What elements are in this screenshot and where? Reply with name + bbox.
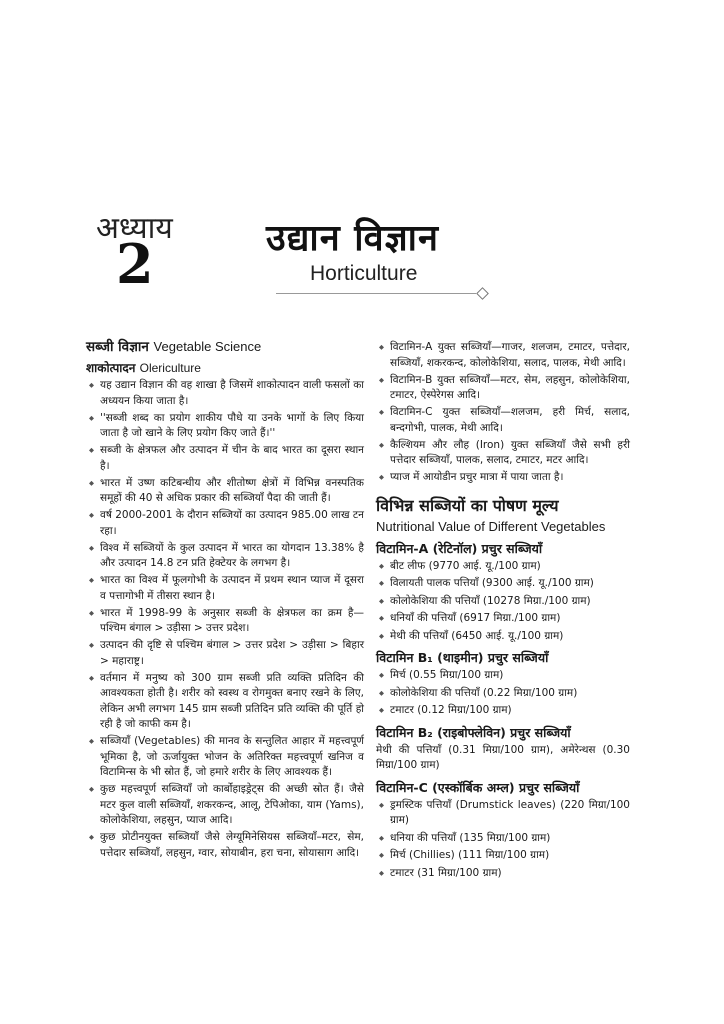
bullet-item: ◆ विटामिन-C युक्त सब्जियाँ—शलजम, हरी मिर्च, सलाद, बन्दगोभी, पालक, मेथी आदि। [376,405,630,436]
bullet-item: ◆ सब्जी के क्षेत्रफल और उत्पादन में चीन के बाद भारत का दूसरा स्थान है। [86,443,364,474]
vitamin-a-heading: विटामिन-A (रेटिनॉल) प्रचुर सब्जियाँ [376,540,543,556]
list-item: ◆ कोलोकेशिया की पत्तियाँ (0.22 मिग्रा/100 ग्राम) [376,686,630,702]
bullet-item: ◆ भारत का विश्व में फूलगोभी के उत्पादन में प्रथम स्थान प्याज में दूसरा व पत्तागोभी में तीसरा स्थान है। [86,573,364,604]
bullet-item: ◆ प्याज में आयोडीन प्रचुर मात्रा में पाया जाता है। [376,470,630,486]
bullet-item: ◆ वर्तमान में मनुष्य को 300 ग्राम सब्जी प्रति व्यक्ति प्रतिदिन की आवश्यकता होती है। शरीर को स्वस्थ व रोगमुक्त बनाए रखने के लिए, लेकिन अभी लगभग 145 ग्राम सब्जी प्रतिदिन प्रति व्यक्ति की पूर्ति हो रही है जो काफी कम है। [86,671,364,733]
bullet-item: ◆ विटामिन-B युक्त सब्जियाँ—मटर, सेम, लहसुन, कोलोकेशिया, टमाटर, ऐस्पेरेगस आदि। [376,373,630,404]
diamond-ornament-icon [476,287,489,300]
section-heading-english: Vegetable Science [153,339,262,354]
vitamin-a-list [376,559,630,645]
subsection-heading-english: Olericulture [139,361,201,375]
list-item: ◆ धनियाँ की पत्तियाँ (6917 मिग्रा./100 ग्राम) [376,611,630,627]
bullet-item: ◆ भारत में उष्ण कटिबन्धीय और शीतोष्ण क्षेत्रों में विभिन्न वनस्पतिक समूहों की 40 से अधिक प्रकार की सब्जियाँ पैदा की जाती हैं। [86,476,364,507]
list-item: ◆ ड्रमस्टिक पत्तियाँ (Drumstick leaves) (220 मिग्रा/100 ग्राम) [376,798,630,829]
vitamin-bullet-list [376,340,630,486]
vitamin-c-heading: विटामिन-C (एस्कॉर्बिक अम्ल) प्रचुर सब्जियाँ [376,779,580,795]
bullet-item: ◆ उत्पादन की दृष्टि से पश्चिम बंगाल > उत्तर प्रदेश > उड़ीसा > बिहार > महाराष्ट्र। [86,638,364,669]
title-divider [276,293,476,294]
nutrition-heading-english: Nutritional Value of Different Vegetables [376,518,606,534]
section-heading-hindi: सब्जी विज्ञान [86,339,149,355]
list-item: ◆ विलायती पालक पत्तियाँ (9300 आई. यू./100 ग्राम) [376,576,630,592]
bullet-item: ◆ कैल्शियम और लौह (Iron) युक्त सब्जियाँ जैसे सभी हरी पत्तेदार सब्जियाँ, पालक, सलाद, टमाटर, मटर आदि। [376,438,630,469]
bullet-item: ◆ यह उद्यान विज्ञान की वह शाखा है जिसमें शाकोत्पादन वाली फसलों का अध्ययन किया जाता है। [86,378,364,409]
bullet-item: ◆ कुछ प्रोटीनयुक्त सब्जियाँ जैसे लेग्यूमिनेसियस सब्जियाँ–मटर, सेम, पत्तेदार सब्जियाँ, लहसुन, ग्वार, सोयाबीन, हरा चना, सोयासाग आदि। [86,830,364,861]
list-item: ◆ टमाटर (0.12 मिग्रा/100 ग्राम) [376,703,630,719]
chapter-label: अध्याय [96,211,173,246]
subsection-heading-hindi: शाकोत्पादन [86,361,136,375]
bullet-item: ◆ वर्ष 2000-2001 के दौरान सब्जियों का उत्पादन 985.00 लाख टन रहा। [86,508,364,539]
section-heading [86,338,364,356]
vitamin-c-list [376,798,630,882]
list-item: ◆ कोलोकेशिया की पत्तियाँ (10278 मिग्रा./100 ग्राम) [376,594,630,610]
chapter-title-english: Horticulture [310,262,418,285]
bullet-item: ◆ भारत में 1998-99 के अनुसार सब्जी के क्षेत्रफल का क्रम है—पश्चिम बंगाल > उड़ीसा > उत्तर प्रदेश। [86,606,364,637]
subsection-heading [86,360,364,376]
chapter-title-hindi: उद्यान विज्ञान [266,218,439,259]
bullet-item: ◆ सब्जियाँ (Vegetables) की मानव के सन्तुलित आहार में महत्त्वपूर्ण भूमिका है, जो ऊर्जायुक्त भोजन के अतिरिक्त महत्त्वपूर्ण खनिज व विटामिन्स के भी स्रोत हैं, जो हमारे शरीर के लिए आवश्यक हैं। [86,734,364,781]
bullet-item: ◆ विश्व में सब्जियों के कुल उत्पादन में भारत का योगदान 13.38% है और उत्पादन 14.8 टन प्रति हेक्टेयर के लगभग है। [86,541,364,572]
bullet-item: ◆ कुछ महत्त्वपूर्ण सब्जियाँ जो कार्बोहाइड्रेट्स की अच्छी स्रोत हैं। जैसे मटर कुल वाली सब्जियाँ, शकरकन्द, आलू, टेपिओका, याम (Yams), कोलोकेशिया, लहसुन, प्याज आदि। [86,782,364,829]
vitamin-b2-heading: विटामिन B₂ (राइबोफ्लेविन) प्रचुर सब्जियाँ [376,724,571,740]
bullet-item: ◆ ''सब्जी शब्द का प्रयोग शाकीय पौधे या उनके भागों के लिए किया जाता है जो खाने के लिए प्रयोग किए जाते हैं।'' [86,411,364,442]
chapter-number: 2 [116,232,154,296]
list-item: ◆ टमाटर (31 मिग्रा/100 ग्राम) [376,866,630,882]
vitamin-b1-heading: विटामिन B₁ (थाइमीन) प्रचुर सब्जियाँ [376,650,549,665]
bullet-item: ◆ विटामिन-A युक्त सब्जियाँ—गाजर, शलजम, टमाटर, पत्तेदार, सब्जियाँ, शकरकन्द, कोलोकेशिया, सलाद, पालक, मेथी आदि। [376,340,630,371]
list-item: ◆ मिर्च (0.55 मिग्रा/100 ग्राम) [376,668,630,684]
list-item: ◆ मेथी की पत्तियाँ (6450 आई. यू./100 ग्राम) [376,629,630,645]
list-item: ◆ मिर्च (Chillies) (111 मिग्रा/100 ग्राम) [376,848,630,864]
vitamin-b2-text: मेथी की पत्तियाँ (0.31 मिग्रा/100 ग्राम), अमेरेन्थस (0.30 मिग्रा/100 ग्राम) [376,743,630,771]
right-column [376,340,630,883]
left-column [86,338,364,863]
vitamin-b1-list [376,668,630,719]
olericulture-bullet-list [86,378,364,861]
nutrition-heading-hindi: विभिन्न सब्जियों का पोषण मूल्य [376,495,559,515]
list-item: ◆ बीट लीफ (9770 आई. यू./100 ग्राम) [376,559,630,575]
list-item: ◆ धनिया की पत्तियाँ (135 मिग्रा/100 ग्राम) [376,831,630,847]
